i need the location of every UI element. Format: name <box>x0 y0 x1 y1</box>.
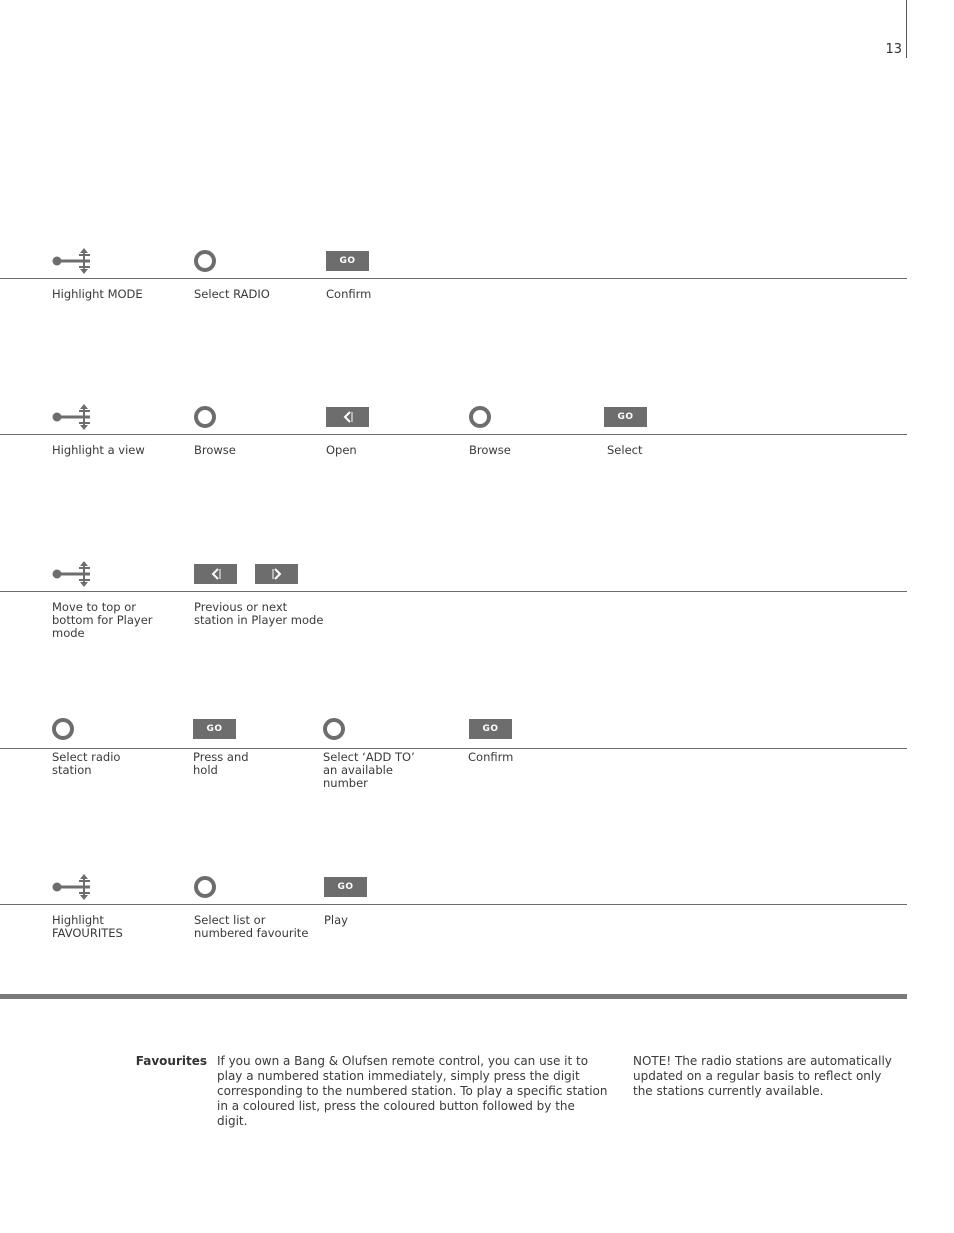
step-label: Highlight a view <box>52 443 145 457</box>
step-label: Open <box>326 443 357 457</box>
wheel-icon <box>52 718 74 740</box>
step-label: Select RADIO <box>194 287 270 301</box>
wheel-icon <box>194 876 216 898</box>
go-button: GO <box>326 251 369 271</box>
go-button: GO <box>193 719 236 739</box>
favourites-paragraph: If you own a Bang & Olufsen remote control, you can use it to play a numbered station immediately, simply press the digit corresponding to the numbered station. To play a specific station in a coloured list, press the coloured button followed by the digit. <box>217 1054 608 1128</box>
instruction-row <box>0 248 907 348</box>
step-label: Select radio station <box>52 750 121 777</box>
step-label: Previous or next station in Player mode <box>194 600 324 627</box>
go-button: GO <box>469 719 512 739</box>
step-label: Browse <box>194 443 236 457</box>
instruction-row <box>0 874 907 974</box>
page-edge-rule <box>906 0 907 58</box>
back-button <box>326 407 369 427</box>
step-label: Move to top or bottom for Player mode <box>52 600 153 640</box>
instruction-row <box>0 718 907 818</box>
row-divider <box>0 591 907 592</box>
section-divider <box>0 994 907 999</box>
go-button: GO <box>604 407 647 427</box>
navigation-icon <box>52 561 92 591</box>
step-label: Highlight FAVOURITES <box>52 913 123 940</box>
next-button <box>255 564 298 584</box>
navigation-icon <box>52 874 92 904</box>
wheel-icon <box>194 250 216 272</box>
chevron-left-icon <box>342 407 354 427</box>
chevron-left-icon <box>210 564 222 584</box>
row-divider <box>0 748 907 749</box>
wheel-icon <box>469 406 491 428</box>
step-label: Select list or numbered favourite <box>194 913 309 940</box>
row-divider <box>0 904 907 905</box>
wheel-icon <box>194 406 216 428</box>
chevron-right-icon <box>271 564 283 584</box>
favourites-heading: Favourites <box>135 1054 207 1068</box>
instruction-row <box>0 404 907 504</box>
previous-button <box>194 564 237 584</box>
instruction-row <box>0 561 907 661</box>
step-label: Press and hold <box>193 750 249 777</box>
row-divider <box>0 278 907 279</box>
step-label: Confirm <box>468 750 514 764</box>
step-label: Browse <box>469 443 511 457</box>
go-button: GO <box>324 877 367 897</box>
wheel-icon <box>323 718 345 740</box>
navigation-icon <box>52 404 92 434</box>
step-label: Confirm <box>326 287 372 301</box>
navigation-icon <box>52 248 92 278</box>
step-label: Select <box>607 443 643 457</box>
note-paragraph: NOTE! The radio stations are automatically updated on a regular basis to reflect only the stations currently available. <box>633 1054 892 1098</box>
row-divider <box>0 434 907 435</box>
step-label: Select ‘ADD TO’ an available number <box>323 750 415 790</box>
step-label: Highlight MODE <box>52 287 143 301</box>
page-number: 13 <box>885 42 902 57</box>
step-label: Play <box>324 913 348 927</box>
